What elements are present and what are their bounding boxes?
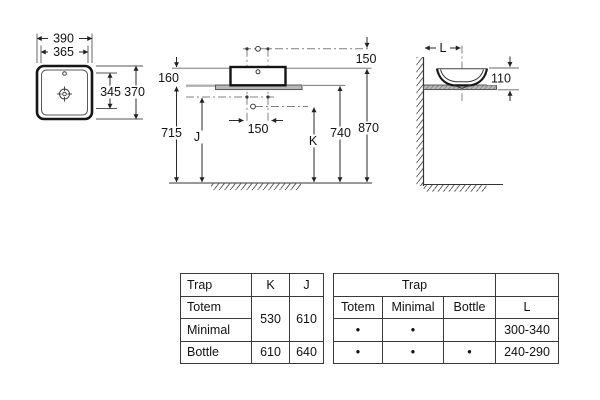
dim-K-label: K <box>308 134 318 148</box>
dim-L-label: L <box>439 41 447 55</box>
cell-k-totem-minimal: 530 <box>252 296 290 341</box>
cell-l-range-2: 240-290 <box>496 341 559 364</box>
cell-empty-header <box>496 274 559 297</box>
cell-j-bottle: 640 <box>290 341 324 364</box>
cell-dot-bottle-2: • <box>444 341 496 364</box>
dim-150-holes-label: 150 <box>247 122 269 136</box>
dim-370-label: 370 <box>124 85 145 99</box>
dim-345-label: 345 <box>100 85 121 99</box>
cell-dot-totem-1: • <box>334 319 383 342</box>
table-row <box>181 341 324 364</box>
wall-hatch <box>417 57 424 186</box>
dim-J-label: J <box>193 130 201 144</box>
supply-point <box>251 104 256 109</box>
table-title-trap: Trap <box>334 274 496 297</box>
dim-390-label: 390 <box>53 31 74 46</box>
cell-dot-bottle-1 <box>444 319 496 342</box>
table-header-j: J <box>290 274 324 297</box>
table-header-minimal: Minimal <box>383 296 444 319</box>
top-view <box>37 32 148 120</box>
cell-j-totem-minimal: 610 <box>290 296 324 341</box>
table-header-totem: Totem <box>334 296 383 319</box>
side-view <box>417 41 520 192</box>
cell-l-range-1: 300-340 <box>496 319 559 342</box>
trap-l-table <box>333 273 559 364</box>
table-header-l: L <box>496 296 559 319</box>
dim-150-tap-label: 150 <box>355 52 377 66</box>
cell-dot-minimal-1: • <box>383 319 444 342</box>
cell-trap-minimal: Minimal <box>181 319 252 342</box>
table-header-bottle: Bottle <box>444 296 496 319</box>
cell-dot-minimal-2: • <box>383 341 444 364</box>
front-view <box>153 37 385 190</box>
dim-715-label: 715 <box>161 126 182 140</box>
table-row <box>334 341 559 364</box>
cell-trap-bottle: Bottle <box>181 341 252 364</box>
cell-trap-totem: Totem <box>181 296 252 319</box>
table-header-trap: Trap <box>181 274 252 297</box>
cell-k-bottle: 610 <box>252 341 290 364</box>
trap-kj-table <box>180 273 324 364</box>
tap-centre-point <box>256 46 261 51</box>
table-row <box>334 319 559 342</box>
table-header-k: K <box>252 274 290 297</box>
dim-160-label: 160 <box>158 71 179 85</box>
floor-hatch-side <box>424 185 487 192</box>
dim-365-label: 365 <box>53 45 74 59</box>
dim-870-label: 870 <box>358 121 379 135</box>
cell-dot-totem-2: • <box>334 341 383 364</box>
dim-740-label: 740 <box>330 126 351 140</box>
dim-110-label: 110 <box>491 71 511 86</box>
floor-hatch-front <box>211 184 301 191</box>
table-row <box>181 296 324 319</box>
